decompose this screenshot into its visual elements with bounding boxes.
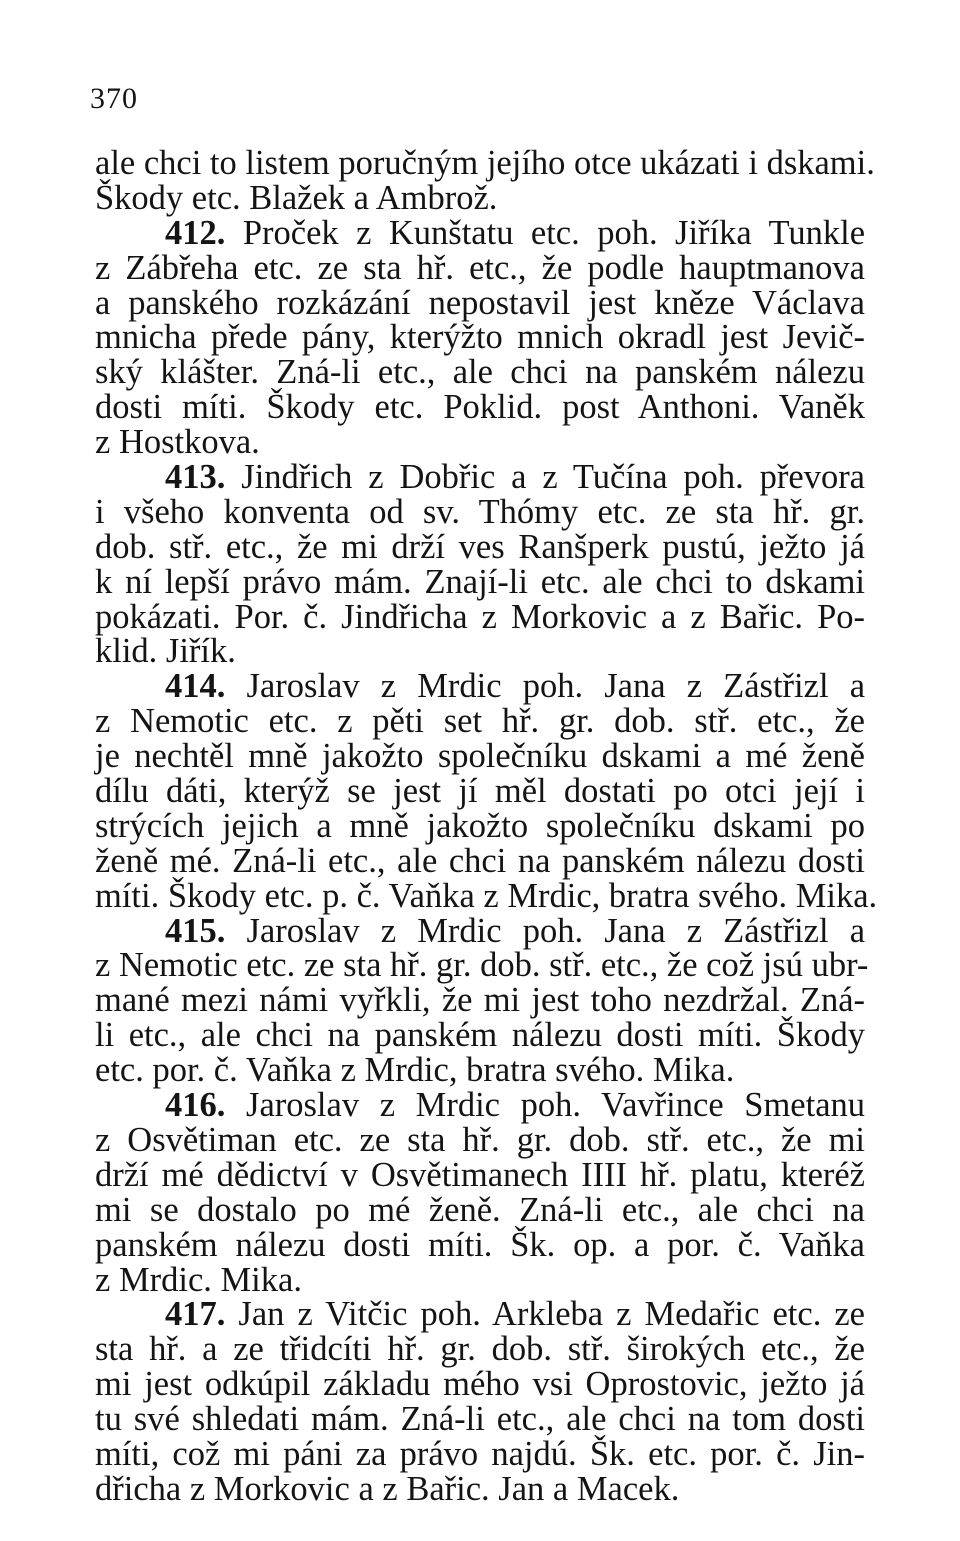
line-text: z Mrdic. Mika. [95,1260,302,1299]
text-line [95,634,865,669]
line-text: míti, což mi páni za právo najdú. Šk. etc. por. č. Jin- [95,1434,865,1473]
text-line [95,390,865,425]
entry-414 [95,667,878,915]
line-text: Škody etc. Blažek a Ambrož. [95,178,498,217]
line-text: ský klášter. Zná-li etc., ale chci na panském nálezu [95,353,865,392]
text-line [95,460,865,495]
entry-416 [95,1088,865,1297]
text-line [95,1297,865,1332]
line-text: mané mezi námi vyřkli, že mi jest toho nezdržal. Zná- [95,981,865,1020]
text-line [95,1260,865,1299]
text-line [95,1225,865,1264]
entry-number: 415. [165,911,226,950]
line-text: pokázati. Por. č. Jindřicha z Morkovic a z Bařic. Po- [95,597,865,636]
entry-415 [95,911,869,1090]
line-text: drží mé dědictví v Osvětimanech IIII hř. platu, kteréž [95,1155,865,1194]
text-line [95,527,865,566]
text-line [95,1088,865,1123]
line-text: ženě mé. Zná-li etc., ale chci na panském nálezu dosti [95,841,865,880]
text-line [95,1018,865,1053]
line-text: Jan z Vitčic poh. Arkleba z Medařic etc. ze [238,1295,865,1334]
line-text: Jaroslav z Mrdic poh. Jana z Zástřizl a [246,667,866,706]
text-line [95,774,865,809]
line-text: a panského rozkázání nepostavil jest kněze Václava [95,283,865,322]
entry-number: 412. [165,213,226,252]
text-line [95,425,865,460]
line-text: mi jest odkúpil základu mého vsi Oprostovic, ježto já [95,1365,865,1404]
page-text [95,144,878,1508]
line-text: dosti míti. Škody etc. Poklid. post Anthoni. Vaněk [95,388,865,427]
text-line [95,597,865,636]
text-line [95,983,865,1018]
line-text: Jaroslav z Mrdic poh. Jana z Zástřizl a [246,911,866,950]
text-line [95,492,865,531]
line-text: sta hř. a ze třidcíti hř. gr. dob. stř. širokých etc., že [95,1330,865,1369]
line-text: Jaroslav z Mrdic poh. Vavřince Smetanu [246,1086,866,1125]
line-text: panském nálezu dosti míti. Šk. op. a por. č. Vaňka [95,1225,865,1264]
text-line [95,562,865,601]
entry-number: 414. [165,667,226,706]
line-text: z Nemotic etc. ze sta hř. gr. dob. stř. etc., že což jsú ubr- [95,946,869,985]
line-text: z Zábřeha etc. ze sta hř. etc., že podle hauptmanova [95,248,865,287]
text-line [95,669,865,704]
line-text: z Hostkova. [95,423,260,462]
text-line [95,946,869,985]
line-text: Proček z Kunštatu etc. poh. Jiříka Tunkle [242,213,866,252]
line-text: tu své shledati mám. Zná-li etc., ale chci na tom dosti [95,1400,865,1439]
text-line [95,320,865,355]
line-text: mi se dostalo po mé ženě. Zná-li etc., ale chci na [95,1190,865,1229]
entry-412 [95,213,866,462]
line-text: i všeho konventa od sv. Thómy etc. ze sta hř. gr. [95,492,865,531]
entry-417 [95,1297,865,1506]
text-line [95,739,865,774]
text-line [95,1402,865,1437]
text-line [95,806,865,845]
line-text: k ní lepší právo mám. Znají-li etc. ale chci to dskami [95,562,865,601]
entry-continuation [95,144,875,217]
text-line [95,1367,865,1402]
line-text: Jindřich z Dobřic a z Tučína poh. převora [241,458,865,497]
text-line [95,283,865,322]
entry-number: 417. [165,1295,226,1334]
line-text: klid. Jiřík. [95,632,236,671]
text-line [95,1190,865,1229]
line-text: dílu dáti, kterýž se jest jí měl dostati po otci její i [95,772,865,811]
text-line [95,1469,865,1508]
page-number: 370 [90,82,138,115]
text-line [95,876,878,915]
line-text: dob. stř. etc., že mi drží ves Ranšperk pustú, ježto já [95,527,865,566]
text-line [95,178,865,217]
text-line [95,1332,865,1367]
line-text: strýcích jejich a mně jakožto společníku dskami po [95,806,865,845]
text-line [95,355,865,390]
text-line [95,1434,865,1473]
text-line [95,248,865,287]
text-line [95,1155,865,1194]
text-line [95,144,875,182]
line-text: mnicha přede pány, kterýžto mnich okradl jest Jevič- [95,318,865,357]
entry-number: 416. [165,1086,226,1125]
line-text: ale chci to listem poručným jejího otce ukázati i dskami. [95,144,875,182]
line-text: z Nemotic etc. z pěti set hř. gr. dob. stř. etc., že [95,702,865,741]
text-line [95,1053,865,1088]
entry-413 [95,460,865,669]
line-text: li etc., ale chci na panském nálezu dosti míti. Škody [95,1016,865,1055]
line-text: dřicha z Morkovic a z Bařic. Jan a Macek. [95,1469,680,1508]
line-text: je nechtěl mně jakožto společníku dskami a mé ženě [95,737,865,776]
entry-number: 413. [165,458,226,497]
line-text: etc. por. č. Vaňka z Mrdic, bratra svého. Mika. [95,1051,735,1090]
text-line [95,213,866,252]
line-text: z Osvětiman etc. ze sta hř. gr. dob. stř. etc., že mi [95,1120,865,1159]
text-line [95,841,865,880]
text-line [95,1120,865,1159]
text-line [95,704,865,739]
line-text: míti. Škody etc. p. č. Vaňka z Mrdic, bratra svého. Mika. [95,876,878,915]
text-line [95,911,866,950]
